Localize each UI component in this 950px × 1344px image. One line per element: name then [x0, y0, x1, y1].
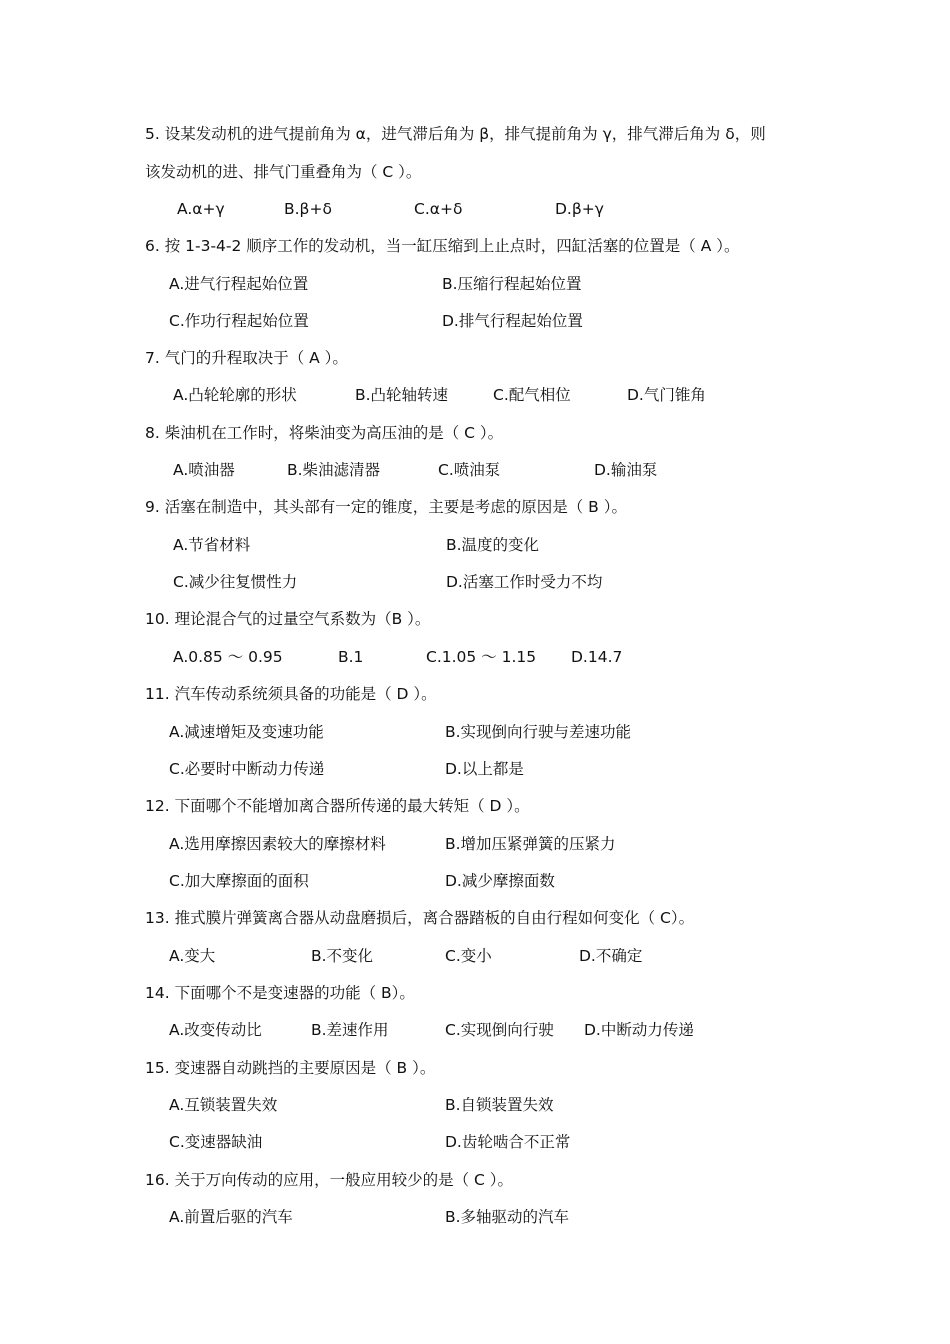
- question-11-option-a: A.减速增矩及变速功能: [169, 723, 324, 741]
- question-7-stem: 7. 气门的升程取决于（ A ）。: [145, 349, 348, 367]
- question-9-option-c: C.减少往复惯性力: [173, 573, 298, 591]
- question-5-stem: 5. 设某发动机的进气提前角为 α，进气滞后角为 β，排气提前角为 γ，排气滞后角为 δ，则: [145, 125, 766, 143]
- question-14-option-a: A.改变传动比: [169, 1021, 262, 1039]
- question-9-stem: 9. 活塞在制造中，其头部有一定的锥度，主要是考虑的原因是（ B ）。: [145, 498, 627, 516]
- question-8-option-d: D.输油泵: [594, 461, 658, 479]
- question-13-option-c: C.变小: [445, 947, 492, 965]
- question-10-option-b: B.1: [338, 648, 364, 666]
- question-13-stem: 13. 推式膜片弹簧离合器从动盘磨损后，离合器踏板的自由行程如何变化（ C）。: [145, 909, 695, 927]
- question-5-stem-continued: 该发动机的进、排气门重叠角为（ C ）。: [145, 163, 422, 181]
- question-14-option-d: D.中断动力传递: [584, 1021, 694, 1039]
- question-6-option-a: A.进气行程起始位置: [169, 275, 309, 293]
- question-8-option-b: B.柴油滤清器: [287, 461, 381, 479]
- question-7-option-d: D.气门锥角: [627, 386, 706, 404]
- question-12-option-d: D.减少摩擦面数: [445, 872, 555, 890]
- question-12-option-a: A.选用摩擦因素较大的摩擦材料: [169, 835, 386, 853]
- question-5-option-b: B.β+δ: [284, 200, 332, 218]
- question-5-option-d: D.β+γ: [555, 200, 604, 218]
- question-15-option-c: C.变速器缺油: [169, 1133, 263, 1151]
- question-10-option-a: A.0.85 ～ 0.95: [173, 648, 283, 666]
- question-8-option-a: A.喷油器: [173, 461, 235, 479]
- question-9-option-d: D.活塞工作时受力不均: [446, 573, 603, 591]
- question-12-option-c: C.加大摩擦面的面积: [169, 872, 309, 890]
- question-6-option-b: B.压缩行程起始位置: [442, 275, 582, 293]
- question-7-option-c: C.配气相位: [493, 386, 571, 404]
- question-9-option-a: A.节省材料: [173, 536, 251, 554]
- question-15-option-b: B.自锁装置失效: [445, 1096, 554, 1114]
- question-11-option-b: B.实现倒向行驶与差速功能: [445, 723, 632, 741]
- question-14-option-b: B.差速作用: [311, 1021, 389, 1039]
- question-12-option-b: B.增加压紧弹簧的压紧力: [445, 835, 616, 853]
- question-6-stem: 6. 按 1-3-4-2 顺序工作的发动机，当一缸压缩到上止点时，四缸活塞的位置是（ A ）。: [145, 237, 740, 255]
- question-6-option-c: C.作功行程起始位置: [169, 312, 309, 330]
- question-13-option-a: A.变大: [169, 947, 216, 965]
- question-16-stem: 16. 关于万向传动的应用，一般应用较少的是（ C ）。: [145, 1171, 514, 1189]
- question-15-stem: 15. 变速器自动跳挡的主要原因是（ B ）。: [145, 1059, 436, 1077]
- question-16-option-b: B.多轴驱动的汽车: [445, 1208, 570, 1226]
- question-11-stem: 11. 汽车传动系统须具备的功能是（ D ）。: [145, 685, 437, 703]
- question-11-option-d: D.以上都是: [445, 760, 524, 778]
- question-10-option-d: D.14.7: [571, 648, 623, 666]
- question-11-option-c: C.必要时中断动力传递: [169, 760, 325, 778]
- question-7-option-a: A.凸轮轮廓的形状: [173, 386, 297, 404]
- question-10-option-c: C.1.05 ～ 1.15: [426, 648, 537, 666]
- question-12-stem: 12. 下面哪个不能增加离合器所传递的最大转矩（ D ）。: [145, 797, 530, 815]
- question-5-option-a: A.α+γ: [177, 200, 225, 218]
- question-13-option-d: D.不确定: [579, 947, 643, 965]
- question-7-option-b: B.凸轮轴转速: [355, 386, 449, 404]
- question-14-stem: 14. 下面哪个不是变速器的功能（ B）。: [145, 984, 415, 1002]
- question-13-option-b: B.不变化: [311, 947, 374, 965]
- question-9-option-b: B.温度的变化: [446, 536, 540, 554]
- question-16-option-a: A.前置后驱的汽车: [169, 1208, 293, 1226]
- question-14-option-c: C.实现倒向行驶: [445, 1021, 554, 1039]
- question-15-option-a: A.互锁装置失效: [169, 1096, 278, 1114]
- question-10-stem: 10. 理论混合气的过量空气系数为（B ）。: [145, 610, 431, 628]
- question-8-stem: 8. 柴油机在工作时，将柴油变为高压油的是（ C ）。: [145, 424, 504, 442]
- question-8-option-c: C.喷油泵: [438, 461, 501, 479]
- question-5-option-c: C.α+δ: [414, 200, 463, 218]
- question-15-option-d: D.齿轮啮合不正常: [445, 1133, 571, 1151]
- question-6-option-d: D.排气行程起始位置: [442, 312, 583, 330]
